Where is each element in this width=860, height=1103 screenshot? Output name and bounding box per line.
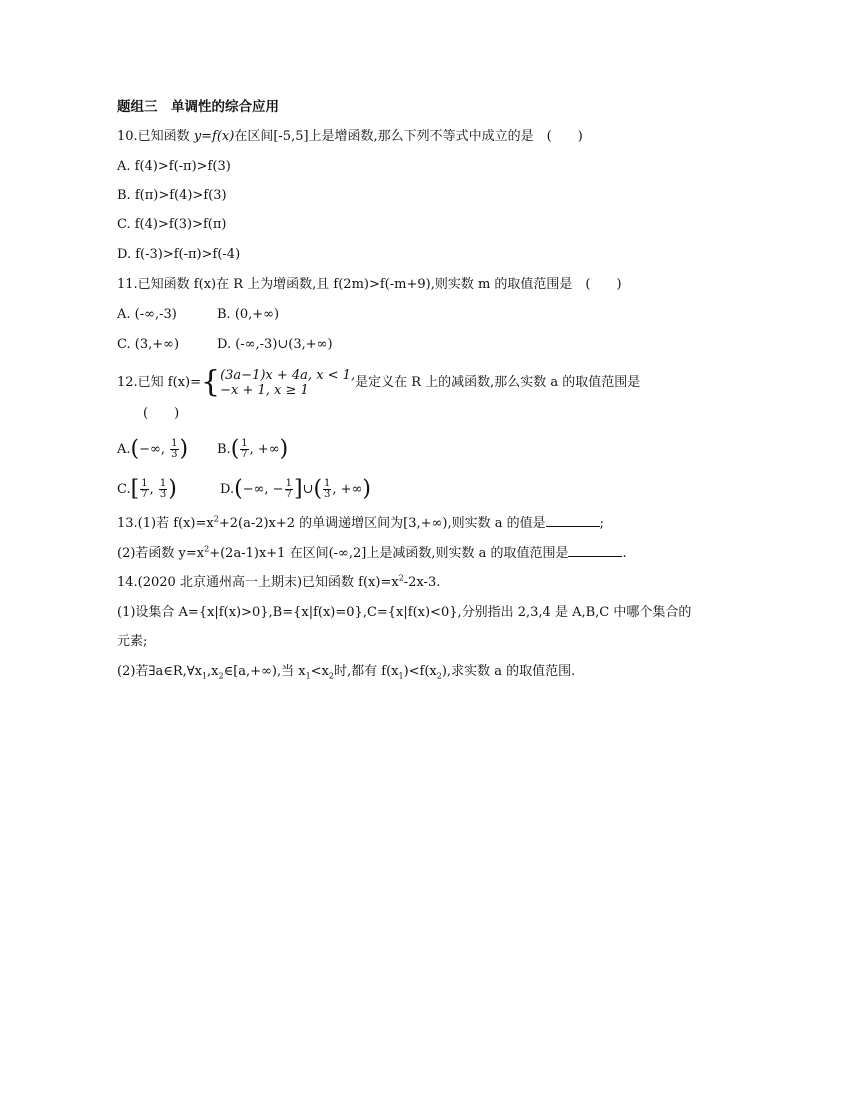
- q10-stem: 10.已知函数 y=f(x)在区间[-5,5]上是增函数,那么下列不等式中成立的是 ( ): [117, 129, 583, 144]
- fraction: $\frac{1}{3}$: [159, 478, 167, 500]
- q12-option-b: B.( $\frac{1}{7}$ , +∞): [217, 436, 289, 462]
- piecewise-function: (3a−1)x + 4a, x < 1, −x + 1, x ≥ 1: [220, 367, 356, 398]
- fraction: $\frac{1}{3}$: [324, 478, 331, 500]
- section-title: 题组三 单调性的综合应用: [117, 99, 279, 115]
- q12-stem: 12.已知 f(x)={ (3a−1)x + 4a, x < 1, −x + 1, x ≥ 1 是定义在 R 上的减函数,那么实数 a 的取值范围是: [117, 364, 641, 400]
- q12-option-c: C.[ $\frac{1}{7}$ , $\frac{1}{3}$ ): [117, 476, 177, 502]
- q11-option-b: B. (0,+∞): [217, 307, 280, 322]
- q11-stem: 11.已知函数 f(x)在 R 上为增函数,且 f(2m)>f(-m+9),则实数 m 的取值范围是 ( ): [117, 277, 622, 292]
- q14-stem: 14.(2020 北京通州高一上期末)已知函数 $f(x)=x^2-2x-3$.: [117, 573, 441, 590]
- fraction: $\frac{1}{7}$: [285, 478, 292, 500]
- fraction: $\frac{1}{7}$: [241, 438, 248, 460]
- q13-part2: (2)若函数 $y=x^2+(2a-1)x+1$ 在区间(-∞,2]上是减函数,则实数 a 的取值范围是 .: [117, 544, 627, 561]
- q12-option-a: A.(−∞, $\frac{1}{3}$ ): [117, 436, 189, 462]
- answer-blank[interactable]: [546, 514, 600, 527]
- q10-option-d: D. f(-3)>f(-π)>f(-4): [117, 247, 241, 262]
- q10-option-a: A. f(4)>f(-π)>f(3): [117, 159, 231, 174]
- answer-blank[interactable]: [568, 544, 622, 557]
- fraction: $\frac{1}{7}$: [141, 478, 148, 500]
- q11-option-d: D. (-∞,-3)∪(3,+∞): [217, 337, 333, 352]
- q14-part1-cont: 元素;: [117, 634, 148, 649]
- q10-option-b: B. f(π)>f(4)>f(3): [117, 188, 227, 203]
- left-brace: {: [201, 364, 221, 400]
- q14-part2: (2)若$\exists a\in R,\forall x_1,x_2\in[a,+\infty)$,当 $x_1<x_2$时,都有 $f(x_1)<f(x_2)$,求实数 a 的取值范围.: [117, 664, 576, 681]
- q12-option-d: D.(−∞, − $\frac{1}{7}$ ]∪( $\frac{1}{3}$ , +∞): [220, 476, 372, 502]
- q11-option-c: C. (3,+∞): [117, 337, 180, 352]
- q14-part1: (1)设集合 A={x|f(x)>0},B={x|f(x)=0},C={x|f(x)<0},分别指出 2,3,4 是 A,B,C 中哪个集合的: [117, 605, 692, 620]
- q12-answer-paren: ( ): [143, 406, 180, 421]
- fraction: $\frac{1}{3}$: [171, 438, 178, 460]
- q11-option-a: A. (-∞,-3): [117, 307, 177, 322]
- q10-option-c: C. f(4)>f(3)>f(π): [117, 217, 227, 232]
- q13-part1: 13.(1)若 $f(x)=x^2+2(a-2)x+2$ 的单调递增区间为[3,+∞),则实数 a 的值是 ;: [117, 514, 604, 531]
